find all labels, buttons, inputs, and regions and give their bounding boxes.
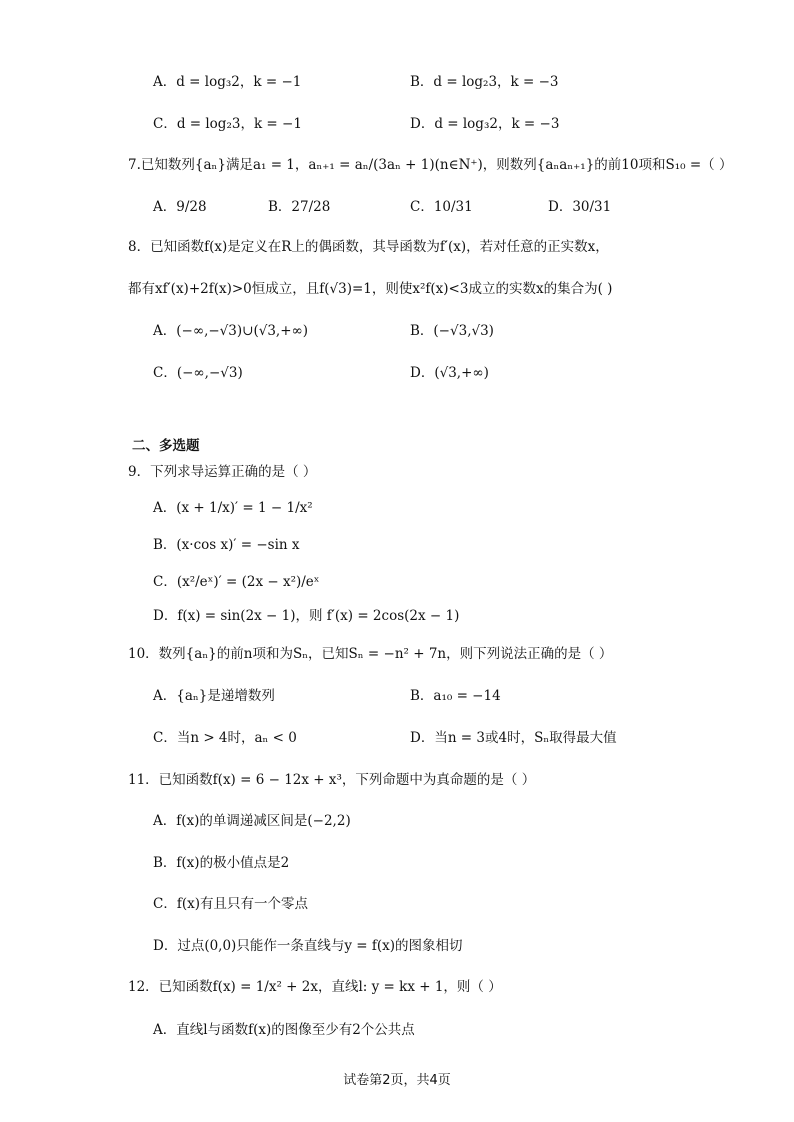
q7-stem: 7.已知数列{aₙ}满足a₁ = 1，aₙ₊₁ = aₙ/(3aₙ + 1)(n∈N⁺)，则数列{aₙaₙ₊₁}的前10项和S₁₀ =（ ） [128, 157, 733, 173]
q8-option-d: D．(√3,+∞) [410, 365, 489, 381]
q12-option-a: A．直线l与函数f(x)的图像至少有2个公共点 [153, 1022, 415, 1038]
q11-option-a: A．f(x)的单调递减区间是(−2,2) [153, 813, 351, 829]
q10-option-d: D．当n = 3或4时，Sₙ取得最大值 [410, 730, 617, 746]
q11-stem: 11．已知函数f(x) = 6 − 12x + x³，下列命题中为真命题的是（ ） [128, 772, 536, 788]
q11-option-b: B．f(x)的极小值点是2 [153, 855, 290, 871]
section-title-multi-choice: 二、多选题 [132, 438, 200, 454]
q11-option-c: C．f(x)有且只有一个零点 [153, 896, 308, 912]
q8-stem-line1: 8．已知函数f(x)是定义在R上的偶函数，其导函数为f′(x)，若对任意的正实数x， [128, 239, 609, 255]
q6-option-a: A．d = log₃2，k = −1 [153, 74, 302, 90]
q7-option-b: B．27/28 [268, 199, 331, 215]
q7-option-a: A．9/28 [153, 199, 207, 215]
q6-option-c: C．d = log₂3，k = −1 [153, 116, 302, 132]
q12-stem: 12．已知函数f(x) = 1/x² + 2x，直线l: y = kx + 1，则（ ） [128, 979, 502, 995]
q9-stem: 9．下列求导运算正确的是（ ） [128, 464, 317, 480]
q8-option-b: B．(−√3,√3) [410, 323, 494, 339]
page-footer: 试卷第2页，共4页 [343, 1073, 451, 1088]
q7-option-c: C．10/31 [410, 199, 473, 215]
q9-option-b: B．(x·cos x)′ = −sin x [153, 537, 300, 553]
q11-option-d: D．过点(0,0)只能作一条直线与y = f(x)的图象相切 [153, 938, 463, 954]
q8-option-a: A．(−∞,−√3)∪(√3,+∞) [153, 323, 309, 339]
q7-option-d: D．30/31 [548, 199, 612, 215]
q8-option-c: C．(−∞,−√3) [153, 365, 243, 381]
q10-option-a: A．{aₙ}是递增数列 [153, 688, 275, 704]
q10-stem: 10．数列{aₙ}的前n项和为Sₙ，已知Sₙ = −n² + 7n，则下列说法正确的是（ ） [128, 646, 613, 662]
q10-option-b: B．a₁₀ = −14 [410, 688, 501, 704]
q9-option-c: C．(x²/eˣ)′ = (2x − x²)/eˣ [153, 574, 320, 590]
q8-stem-line2: 都有xf′(x)+2f(x)>0恒成立，且f(√3)=1，则使x²f(x)<3成立的实数x的集合为( ) [128, 281, 613, 297]
q9-option-d: D．f(x) = sin(2x − 1)，则 f′(x) = 2cos(2x − 1) [153, 608, 460, 624]
q6-option-d: D．d = log₃2，k = −3 [410, 116, 560, 132]
q9-option-a: A．(x + 1/x)′ = 1 − 1/x² [153, 500, 313, 516]
q6-option-b: B．d = log₂3，k = −3 [410, 74, 559, 90]
q10-option-c: C．当n > 4时，aₙ < 0 [153, 730, 297, 746]
